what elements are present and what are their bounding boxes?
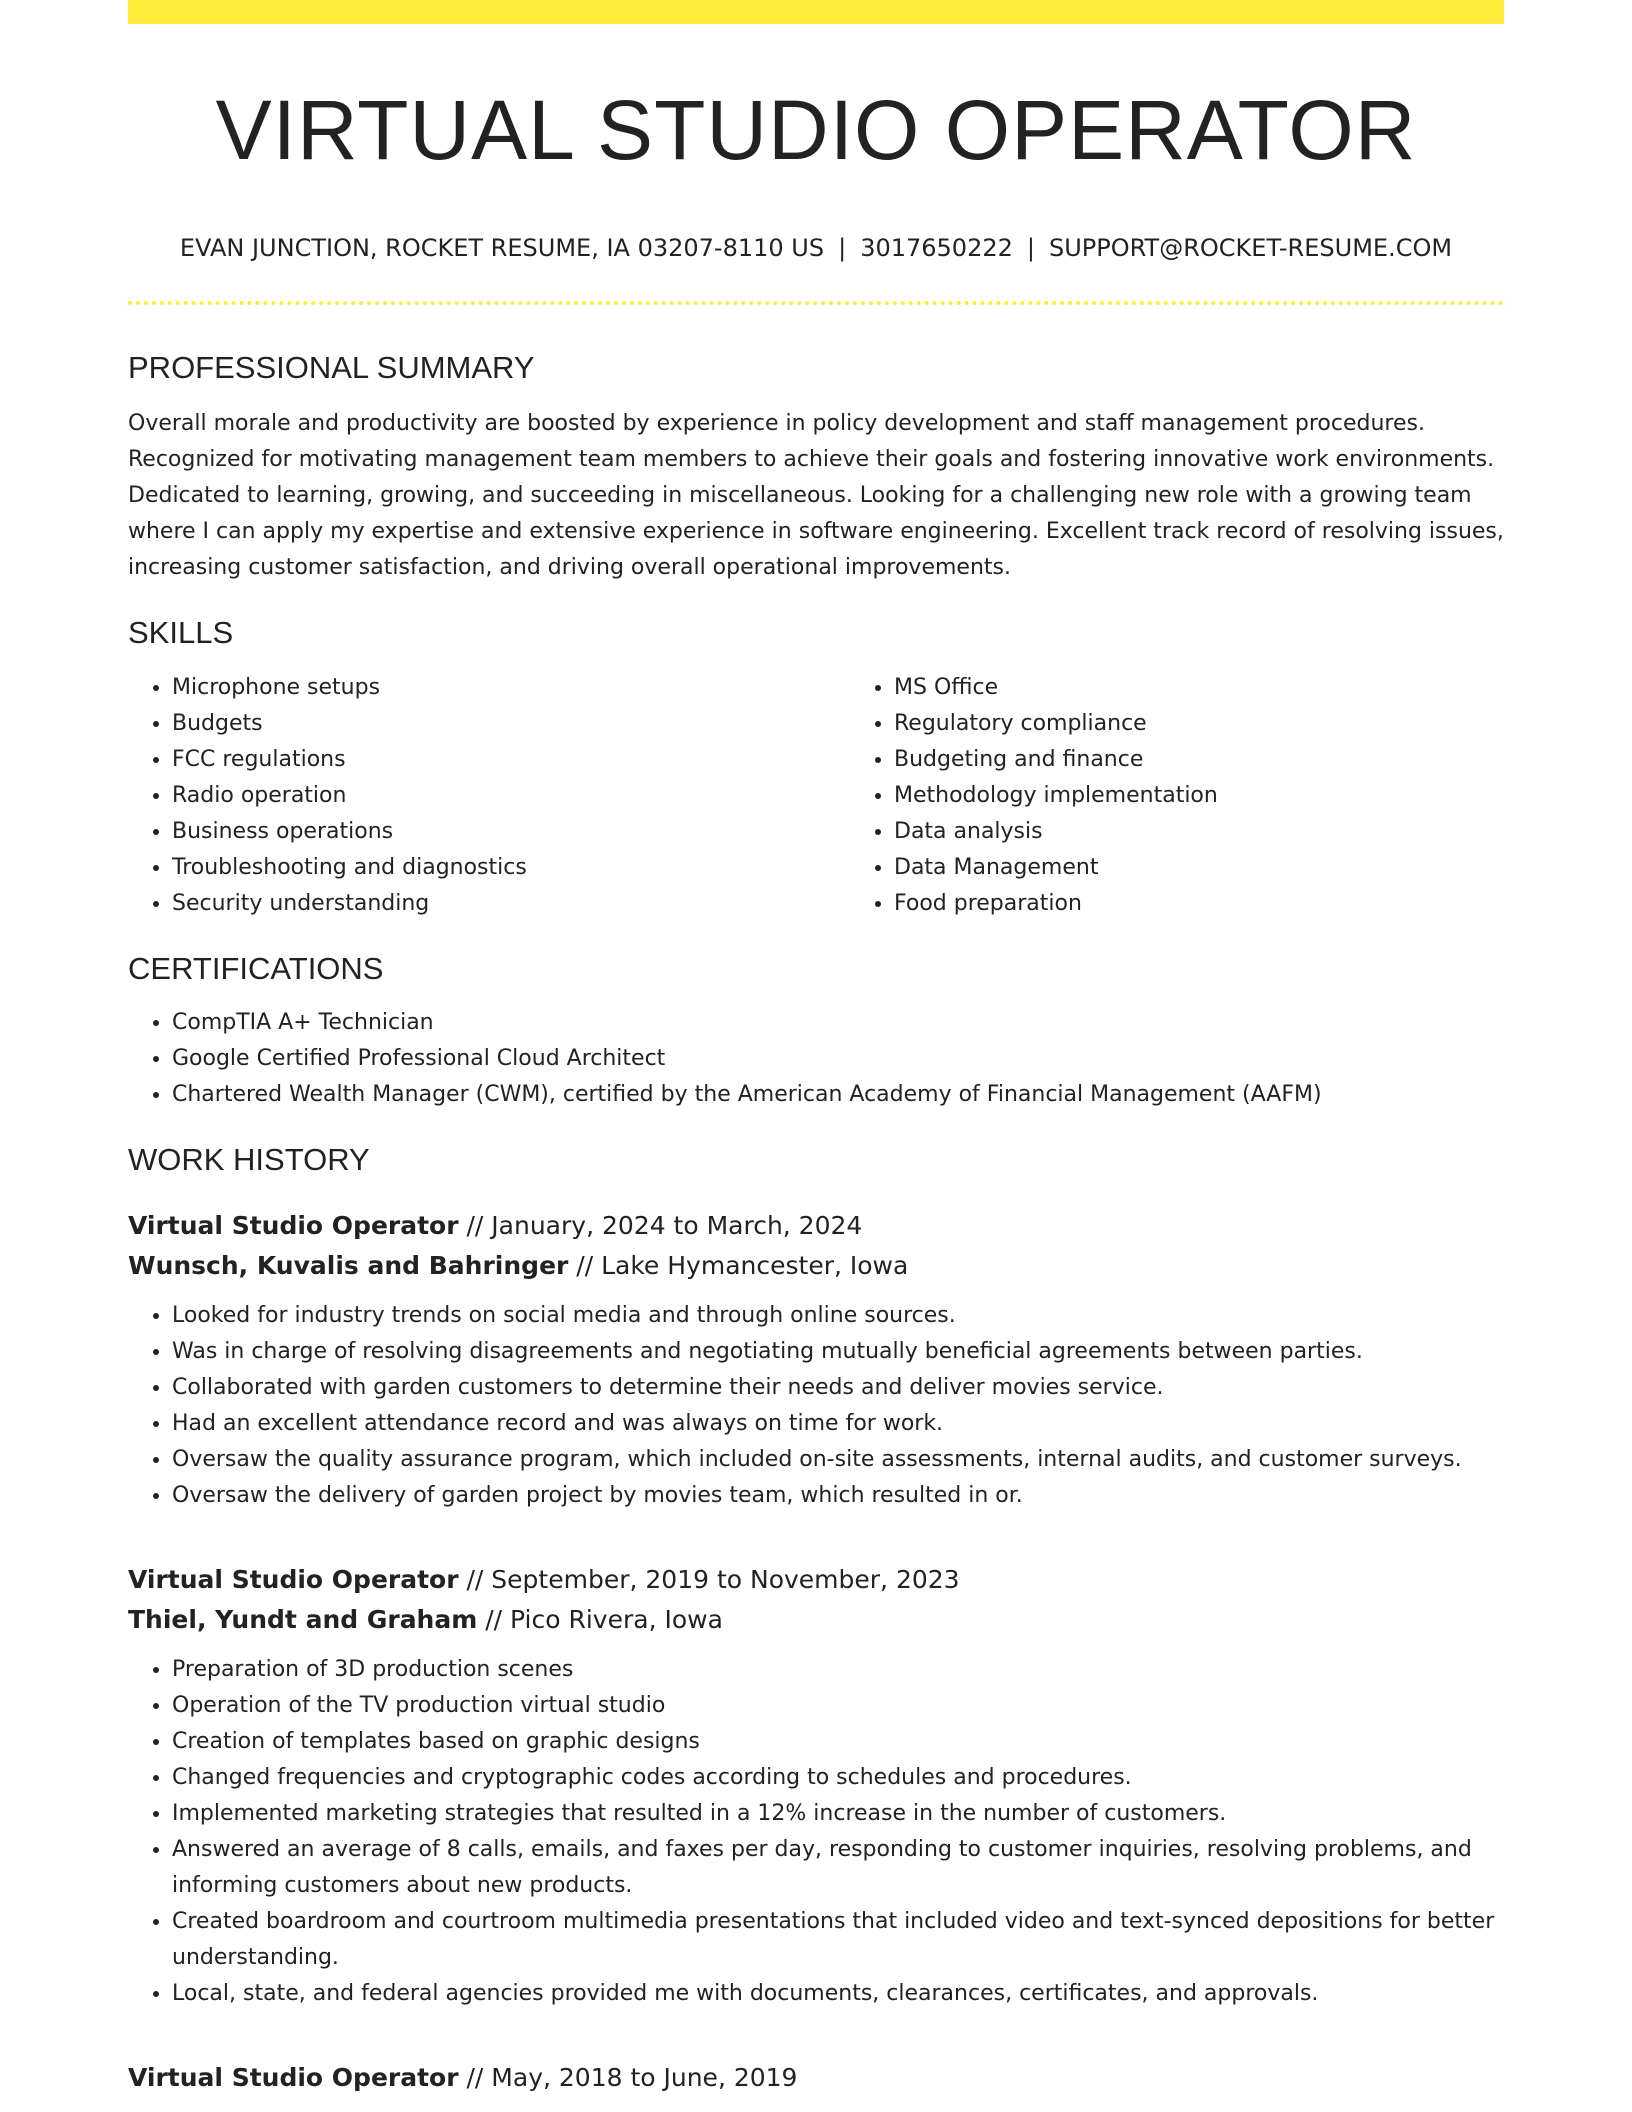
- job-title-line: [128, 1560, 1504, 1600]
- job-bullet: • Creation of templates based on graphic designs: [172, 1724, 1504, 1760]
- certifications-section: [128, 950, 1504, 1113]
- contact-separator: |: [1026, 234, 1035, 263]
- job-entry: [128, 1206, 1504, 1514]
- certification-item: • Google Certified Professional Cloud Architect: [172, 1041, 1504, 1077]
- skill-item: • Radio operation: [172, 778, 850, 814]
- job-bullet: • Was in charge of resolving disagreements and negotiating mutually beneficial agreements between parties.: [172, 1334, 1504, 1370]
- job-bullet: • Oversaw the delivery of garden project by movies team, which resulted in or.: [172, 1478, 1504, 1514]
- resume-page: [128, 0, 1504, 2098]
- skills-list-left: [128, 670, 850, 922]
- job-bullet: • Preparation of 3D production scenes: [172, 1652, 1504, 1688]
- skill-item: • Budgets: [172, 706, 850, 742]
- job-role: Virtual Studio Operator: [128, 1210, 459, 1240]
- job-bullet: • Collaborated with garden customers to determine their needs and deliver movies service.: [172, 1370, 1504, 1406]
- job-bullet: • Had an excellent attendance record and was always on time for work.: [172, 1406, 1504, 1442]
- skill-item: • Data analysis: [894, 814, 1572, 850]
- contact-separator: |: [838, 234, 847, 263]
- skill-item: • Methodology implementation: [894, 778, 1572, 814]
- job-bullet: • Local, state, and federal agencies provided me with documents, clearances, certificates, and approvals.: [172, 1976, 1504, 2012]
- job-bullets: [128, 1652, 1504, 2012]
- contact-phone: 3017650222: [860, 234, 1013, 263]
- skill-item: • Security understanding: [172, 886, 850, 922]
- job-bullets: [128, 1298, 1504, 1514]
- skills-heading: SKILLS: [128, 615, 234, 651]
- skill-item: • Budgeting and finance: [894, 742, 1572, 778]
- job-dates: // September, 2019 to November, 2023: [458, 1564, 960, 1594]
- work-history-heading: WORK HISTORY: [128, 1141, 370, 1177]
- skills-list-right: [850, 670, 1572, 922]
- job-role: Virtual Studio Operator: [128, 2062, 459, 2092]
- job-bullet: • Answered an average of 8 calls, emails, and faxes per day, responding to customer inquiries, resolving problems, and informing customers about new products.: [172, 1832, 1504, 1904]
- certification-item: • CompTIA A+ Technician: [172, 1005, 1504, 1041]
- skills-section: [128, 614, 1504, 921]
- summary-text: Overall morale and productivity are boosted by experience in policy development and staff management procedures. Recognized for motivating management team members to achieve their goals and fostering innovative work environments. Dedicated to learning, growing, and succeeding in miscellaneous. Looking for a challenging new role with a growing team where I can apply my expertise and extensive experience in software engineering. Excellent track record of resolving issues, increasing customer satisfaction, and driving overall operational improvements.: [128, 411, 1504, 581]
- job-location: // Lake Hymancester, Iowa: [568, 1250, 909, 1280]
- contact-email[interactable]: SUPPORT@ROCKET-RESUME.COM: [1048, 234, 1453, 263]
- summary-section: [128, 349, 1504, 586]
- skill-item: • Regulatory compliance: [894, 706, 1572, 742]
- work-history-section: [128, 1141, 1504, 2098]
- summary-heading: PROFESSIONAL SUMMARY: [128, 350, 535, 386]
- job-bullet: • Created boardroom and courtroom multimedia presentations that included video and text-synced depositions for better understanding.: [172, 1904, 1504, 1976]
- job-bullet: • Looked for industry trends on social media and through online sources.: [172, 1298, 1504, 1334]
- skill-item: • Microphone setups: [172, 670, 850, 706]
- job-company-line: [128, 1246, 1504, 1286]
- job-company-line: [128, 1600, 1504, 1640]
- skill-item: • Food preparation: [894, 886, 1572, 922]
- job-bullet: • Operation of the TV production virtual studio: [172, 1688, 1504, 1724]
- accent-bar: [128, 0, 1504, 24]
- job-dates: // May, 2018 to June, 2019: [458, 2062, 798, 2092]
- job-location: // Pico Rivera, Iowa: [477, 1604, 723, 1634]
- job-bullet: • Oversaw the quality assurance program, which included on-site assessments, internal audits, and customer surveys.: [172, 1442, 1504, 1478]
- contact-line: [128, 234, 1504, 263]
- job-role: Virtual Studio Operator: [128, 1564, 459, 1594]
- certifications-heading: CERTIFICATIONS: [128, 950, 384, 986]
- skills-columns: [128, 670, 1504, 922]
- job-company: Wunsch, Kuvalis and Bahringer: [128, 1250, 569, 1280]
- skill-item: • Business operations: [172, 814, 850, 850]
- job-entry: [128, 2058, 1504, 2098]
- skill-item: • MS Office: [894, 670, 1572, 706]
- job-company: Thiel, Yundt and Graham: [128, 1604, 478, 1634]
- resume-title: VIRTUAL STUDIO OPERATOR: [215, 83, 1417, 177]
- skill-item: • Data Management: [894, 850, 1572, 886]
- certification-item: • Chartered Wealth Manager (CWM), certified by the American Academy of Financial Management (AAFM): [172, 1077, 1504, 1113]
- job-bullet: • Implemented marketing strategies that resulted in a 12% increase in the number of customers.: [172, 1796, 1504, 1832]
- job-title-line: [128, 1206, 1504, 1246]
- job-title-line: [128, 2058, 1504, 2098]
- contact-address: EVAN JUNCTION, ROCKET RESUME, IA 03207-8110 US: [179, 234, 825, 263]
- skill-item: • Troubleshooting and diagnostics: [172, 850, 850, 886]
- job-dates: // January, 2024 to March, 2024: [458, 1210, 863, 1240]
- dotted-divider: [128, 301, 1504, 305]
- certifications-list: [128, 1005, 1504, 1113]
- job-bullet: • Changed frequencies and cryptographic codes according to schedules and procedures.: [172, 1760, 1504, 1796]
- skill-item: • FCC regulations: [172, 742, 850, 778]
- job-entry: [128, 1560, 1504, 2012]
